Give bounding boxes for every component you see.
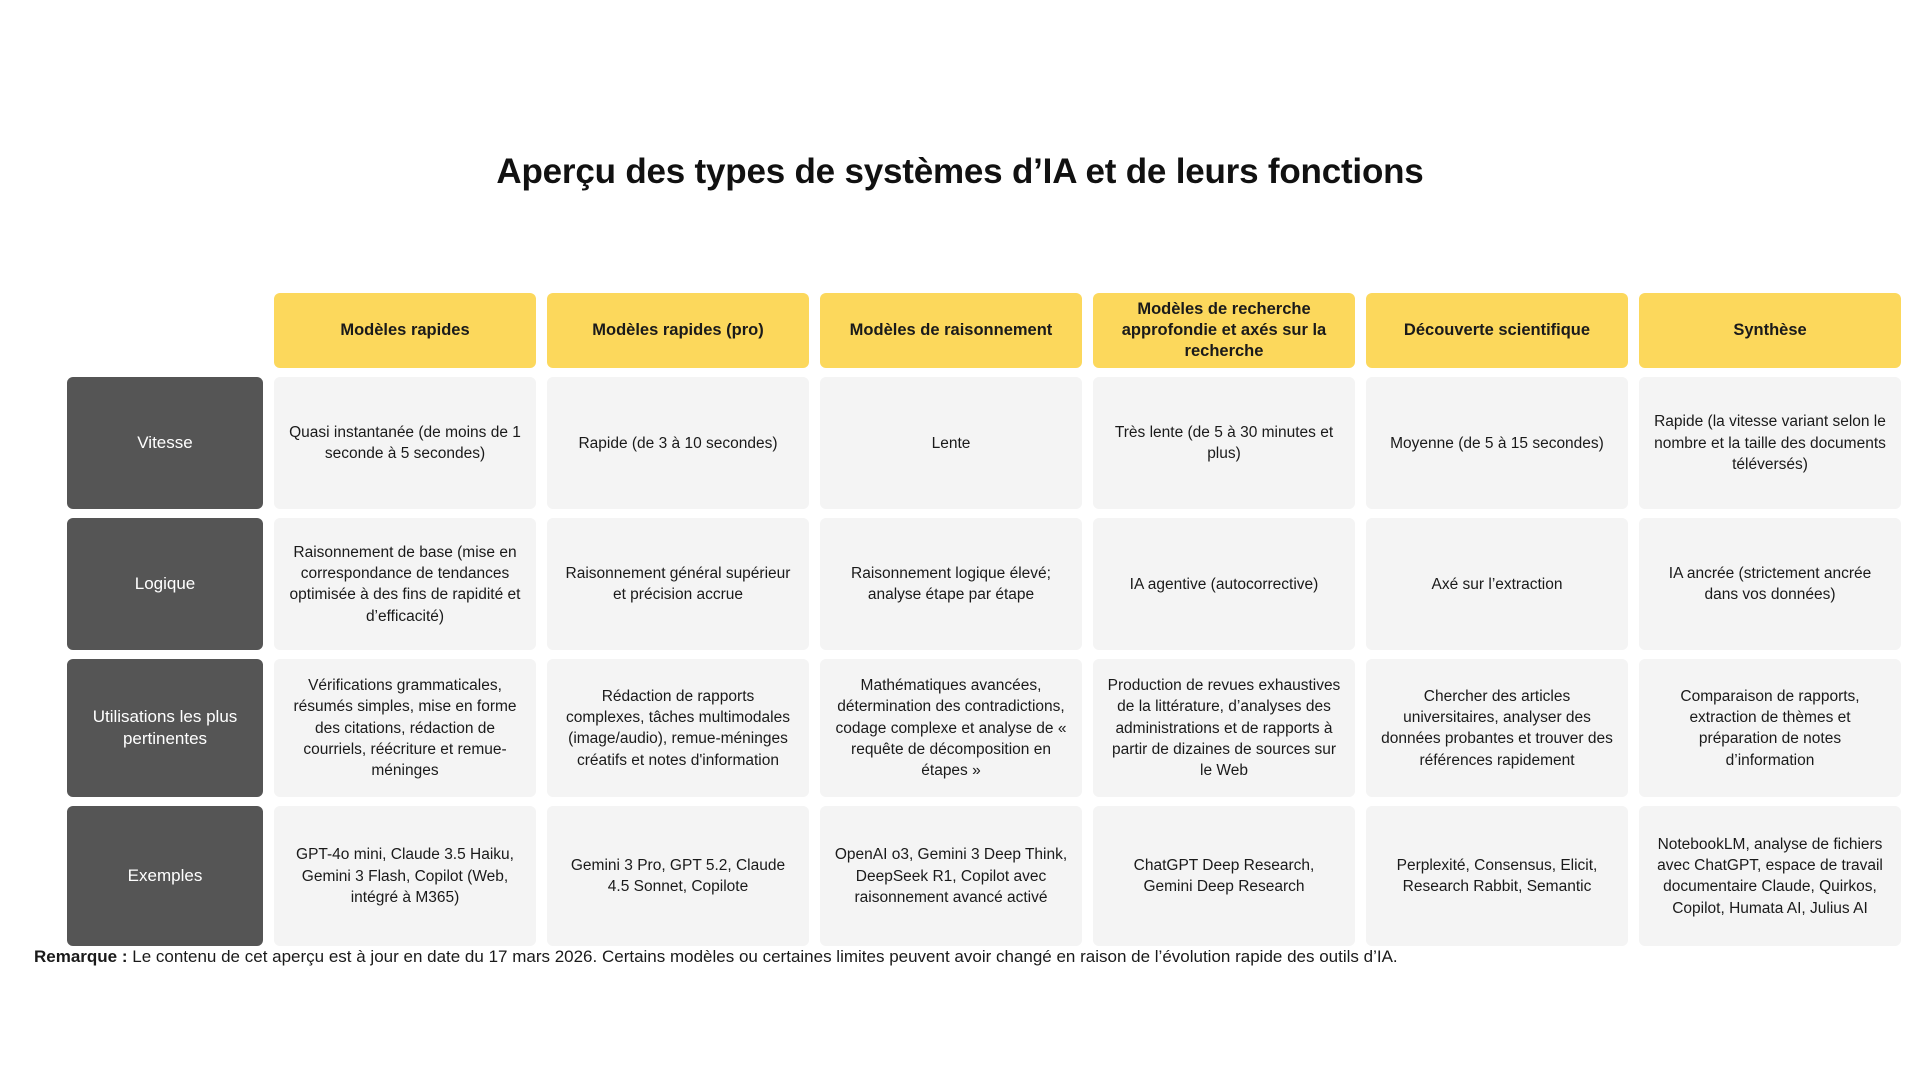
ai-systems-comparison-table: [56, 284, 1912, 955]
table-header-row: [67, 293, 1901, 368]
cell-examples-fast-models-pro: Gemini 3 Pro, GPT 5.2, Claude 4.5 Sonnet, Copilote: [547, 806, 809, 946]
row-header-best-uses: Utilisations les plus pertinentes: [67, 659, 263, 797]
cell-speed-synthesis: Rapide (la vitesse variant selon le nombre et la taille des documents téléversés): [1639, 377, 1901, 509]
column-header-fast-models: Modèles rapides: [274, 293, 536, 368]
cell-uses-fast-models: Vérifications grammaticales, résumés simples, mise en forme des citations, rédaction de courriels, réécriture et remue-méninges: [274, 659, 536, 797]
cell-logic-deep-research-models: IA agentive (autocorrective): [1093, 518, 1355, 650]
table-row: [67, 659, 1901, 797]
table-row: [67, 377, 1901, 509]
column-header-reasoning-models: Modèles de raisonnement: [820, 293, 1082, 368]
column-header-scientific-discovery: Découverte scientifique: [1366, 293, 1628, 368]
cell-uses-deep-research-models: Production de revues exhaustives de la littérature, d’analyses des administrations et de rapports à partir de dizaines de sources sur le Web: [1093, 659, 1355, 797]
footnote-text: Le contenu de cet aperçu est à jour en date du 17 mars 2026. Certains modèles ou certaines limites peuvent avoir changé en raison de l’évolution rapide des outils d’IA.: [127, 947, 1398, 966]
cell-examples-scientific-discovery: Perplexité, Consensus, Elicit, Research Rabbit, Semantic: [1366, 806, 1628, 946]
cell-speed-reasoning-models: Lente: [820, 377, 1082, 509]
table-row: [67, 806, 1901, 946]
cell-uses-fast-models-pro: Rédaction de rapports complexes, tâches multimodales (image/audio), remue-méninges créatifs et notes d'information: [547, 659, 809, 797]
page-title: Aperçu des types de systèmes d’IA et de leurs fonctions: [496, 152, 1424, 191]
column-header-synthesis: Synthèse: [1639, 293, 1901, 368]
row-header-examples: Exemples: [67, 806, 263, 946]
footnote: [34, 945, 1398, 969]
cell-examples-deep-research-models: ChatGPT Deep Research, Gemini Deep Research: [1093, 806, 1355, 946]
comparison-table-wrapper: [34, 284, 1886, 955]
table-corner-cell: [67, 293, 263, 368]
column-header-deep-research-models: Modèles de recherche approfondie et axés sur la recherche: [1093, 293, 1355, 368]
column-header-fast-models-pro: Modèles rapides (pro): [547, 293, 809, 368]
cell-uses-reasoning-models: Mathématiques avancées, détermination des contradictions, codage complexe et analyse de « requête de décomposition en étapes »: [820, 659, 1082, 797]
cell-logic-reasoning-models: Raisonnement logique élevé; analyse étape par étape: [820, 518, 1082, 650]
row-header-logic: Logique: [67, 518, 263, 650]
cell-examples-fast-models: GPT-4o mini, Claude 3.5 Haiku, Gemini 3 Flash, Copilot (Web, intégré à M365): [274, 806, 536, 946]
cell-speed-fast-models: Quasi instantanée (de moins de 1 seconde à 5 secondes): [274, 377, 536, 509]
cell-logic-fast-models-pro: Raisonnement général supérieur et précision accrue: [547, 518, 809, 650]
cell-logic-fast-models: Raisonnement de base (mise en correspondance de tendances optimisée à des fins de rapidité et d’efficacité): [274, 518, 536, 650]
cell-uses-scientific-discovery: Chercher des articles universitaires, analyser des données probantes et trouver des références rapidement: [1366, 659, 1628, 797]
cell-examples-synthesis: NotebookLM, analyse de fichiers avec ChatGPT, espace de travail documentaire Claude, Quirkos, Copilot, Humata AI, Julius AI: [1639, 806, 1901, 946]
cell-speed-fast-models-pro: Rapide (de 3 à 10 secondes): [547, 377, 809, 509]
row-header-speed: Vitesse: [67, 377, 263, 509]
cell-logic-scientific-discovery: Axé sur l’extraction: [1366, 518, 1628, 650]
cell-speed-scientific-discovery: Moyenne (de 5 à 15 secondes): [1366, 377, 1628, 509]
cell-logic-synthesis: IA ancrée (strictement ancrée dans vos données): [1639, 518, 1901, 650]
cell-examples-reasoning-models: OpenAI o3, Gemini 3 Deep Think, DeepSeek R1, Copilot avec raisonnement avancé activé: [820, 806, 1082, 946]
cell-uses-synthesis: Comparaison de rapports, extraction de thèmes et préparation de notes d’information: [1639, 659, 1901, 797]
cell-speed-deep-research-models: Très lente (de 5 à 30 minutes et plus): [1093, 377, 1355, 509]
footnote-label: Remarque :: [34, 947, 128, 966]
table-row: [67, 518, 1901, 650]
